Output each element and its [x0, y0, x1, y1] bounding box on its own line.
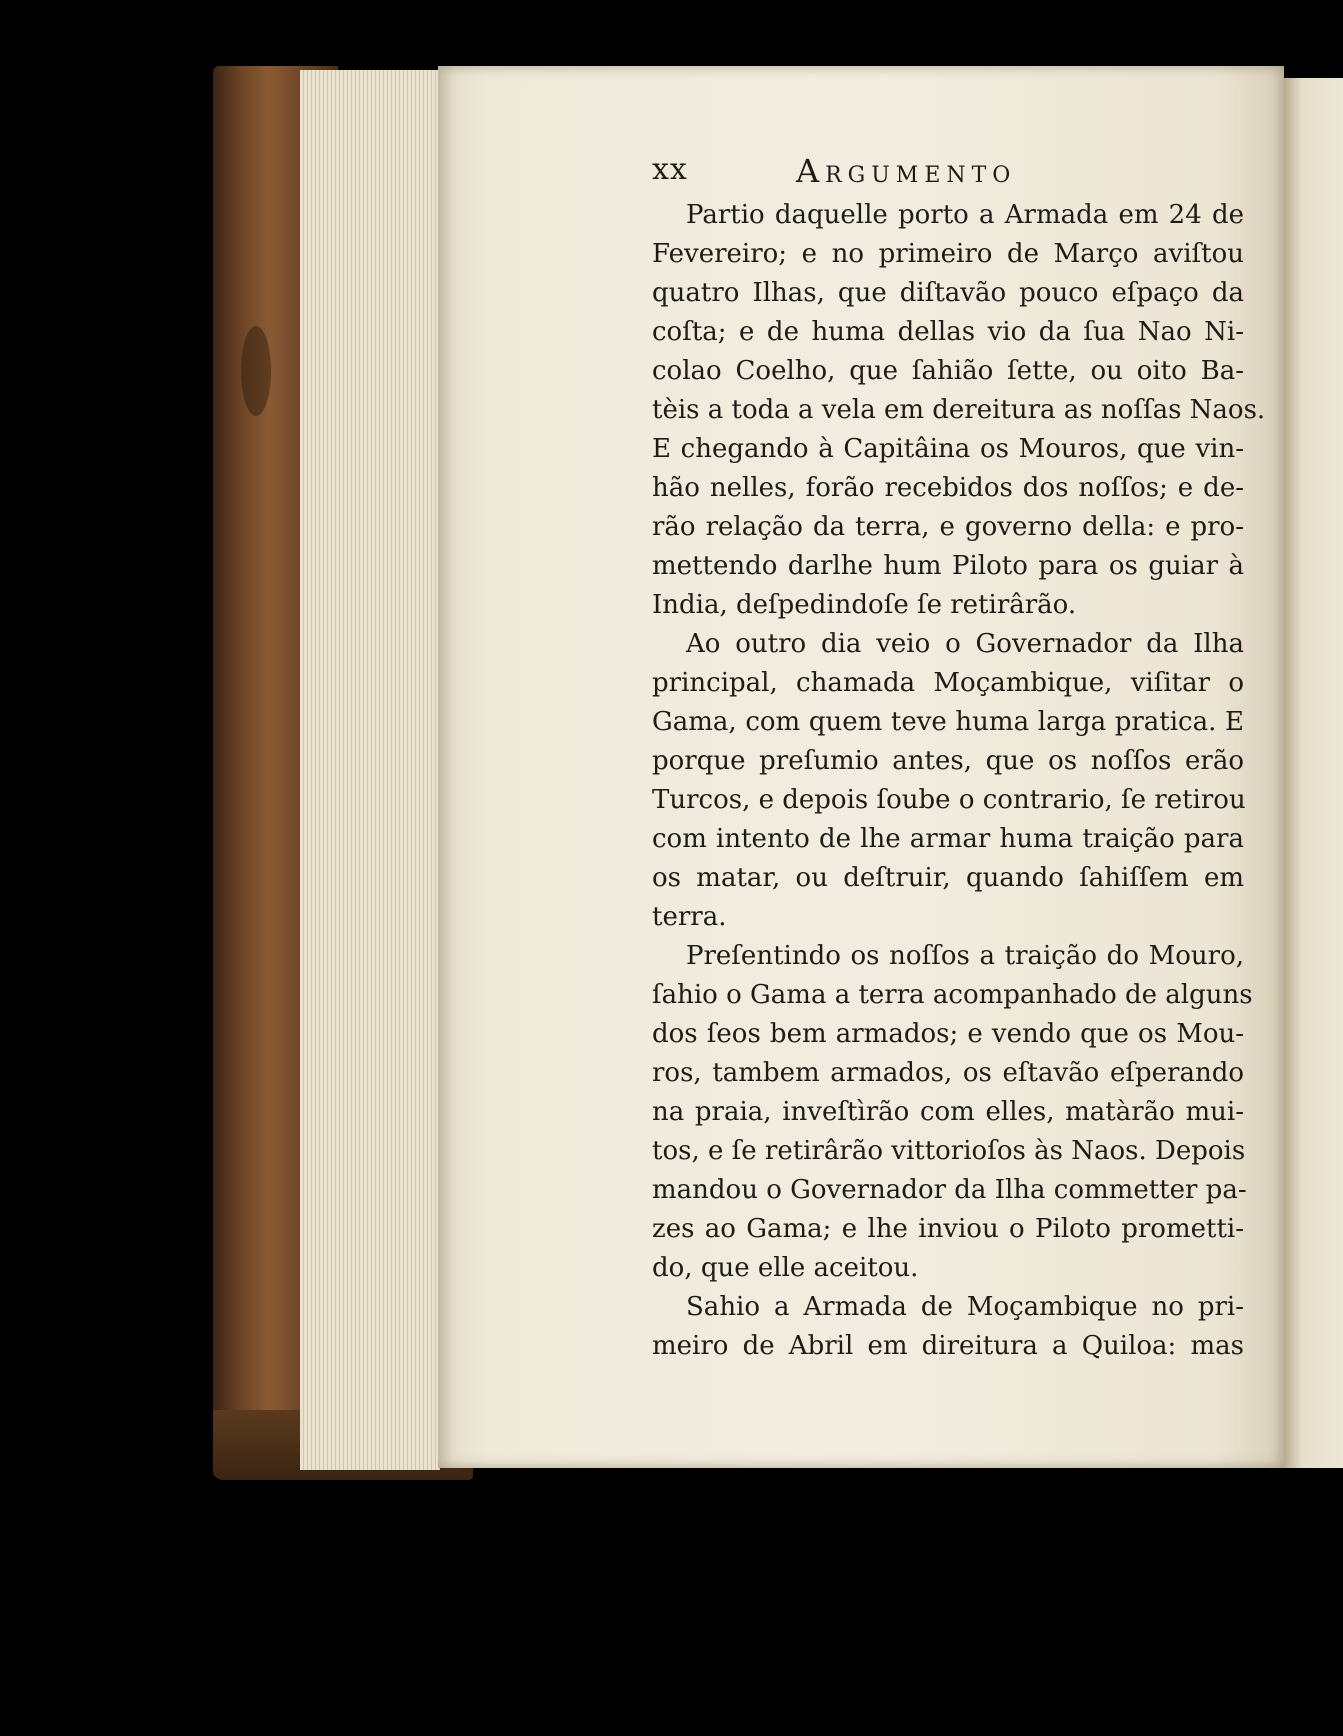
running-head — [652, 152, 1102, 196]
text-line: India, deſpedindoſe ſe retirârão. — [652, 590, 1077, 620]
text-line: Sahio a Armada de Moçambique no pri- — [686, 1292, 1244, 1322]
running-title: Argumento — [796, 152, 1017, 190]
text-line: com intento de lhe armar huma traição para — [652, 824, 1244, 854]
text-line: mandou o Governador da Ilha commetter pa- — [652, 1175, 1247, 1205]
paragraph — [652, 625, 1244, 937]
paragraph — [652, 196, 1266, 625]
text-line: hão nelles, forão recebidos dos noſſos; e de- — [652, 473, 1244, 503]
text-line: coſta; e de huma dellas vio da ſua Nao Ni- — [652, 317, 1244, 347]
paragraph — [652, 937, 1253, 1288]
page-edges — [300, 70, 440, 1470]
text-line: colao Coelho, que ſahião ſette, ou oito Ba- — [652, 356, 1244, 386]
text-line: ros, tambem armados, os eſtavão eſperando — [652, 1058, 1244, 1088]
text-line: os matar, ou deſtruir, quando ſahiſſem em — [652, 863, 1244, 893]
text-line: meiro de Abril em direitura a Quiloa: mas — [652, 1331, 1244, 1361]
page-number: xx — [652, 152, 688, 187]
text-line: Fevereiro; e no primeiro de Março aviſtou — [652, 239, 1244, 269]
text-line: dos ſeos bem armados; e vendo que os Mou- — [652, 1019, 1244, 1049]
text-line: terra. — [652, 902, 727, 932]
text-line: Partio daquelle porto a Armada em 24 de — [686, 200, 1244, 230]
text-line: tèis a toda a vela em dereitura as noſſas Naos. — [652, 395, 1266, 425]
text-line: mettendo darlhe hum Piloto para os guiar à — [652, 551, 1244, 581]
text-line: zes ao Gama; e lhe inviou o Piloto prometti- — [652, 1214, 1244, 1244]
text-line: Ao outro dia veio o Governador da Ilha — [686, 629, 1244, 659]
text-line: E chegando à Capitâina os Mouros, que vin- — [652, 434, 1244, 464]
text-line: ſahio o Gama a terra acompanhado de alguns — [652, 980, 1253, 1010]
text-line: principal, chamada Moçambique, viſitar o — [652, 668, 1244, 698]
text-line: porque preſumio antes, que os noſſos erão — [652, 746, 1244, 776]
paragraph — [652, 1288, 1244, 1366]
text-line: Gama, com quem teve huma larga pratica. E — [652, 707, 1244, 737]
text-line: tos, e ſe retirârão vittorioſos às Naos. Depois — [652, 1136, 1246, 1166]
text-line: Preſentindo os noſſos a traição do Mouro, — [686, 941, 1244, 971]
text-line: do, que elle aceitou. — [652, 1253, 919, 1283]
text-line: Turcos, e depois ſoube o contrario, ſe retirou — [652, 785, 1246, 815]
facing-page-edge — [1284, 78, 1343, 1468]
text-line: quatro Ilhas, que diſtavão pouco eſpaço da — [652, 278, 1244, 308]
body-text — [652, 196, 1266, 1366]
text-line: na praia, inveſtìrão com elles, matàrão mui- — [652, 1097, 1244, 1127]
text-line: rão relação da terra, e governo della: e pro- — [652, 512, 1244, 542]
